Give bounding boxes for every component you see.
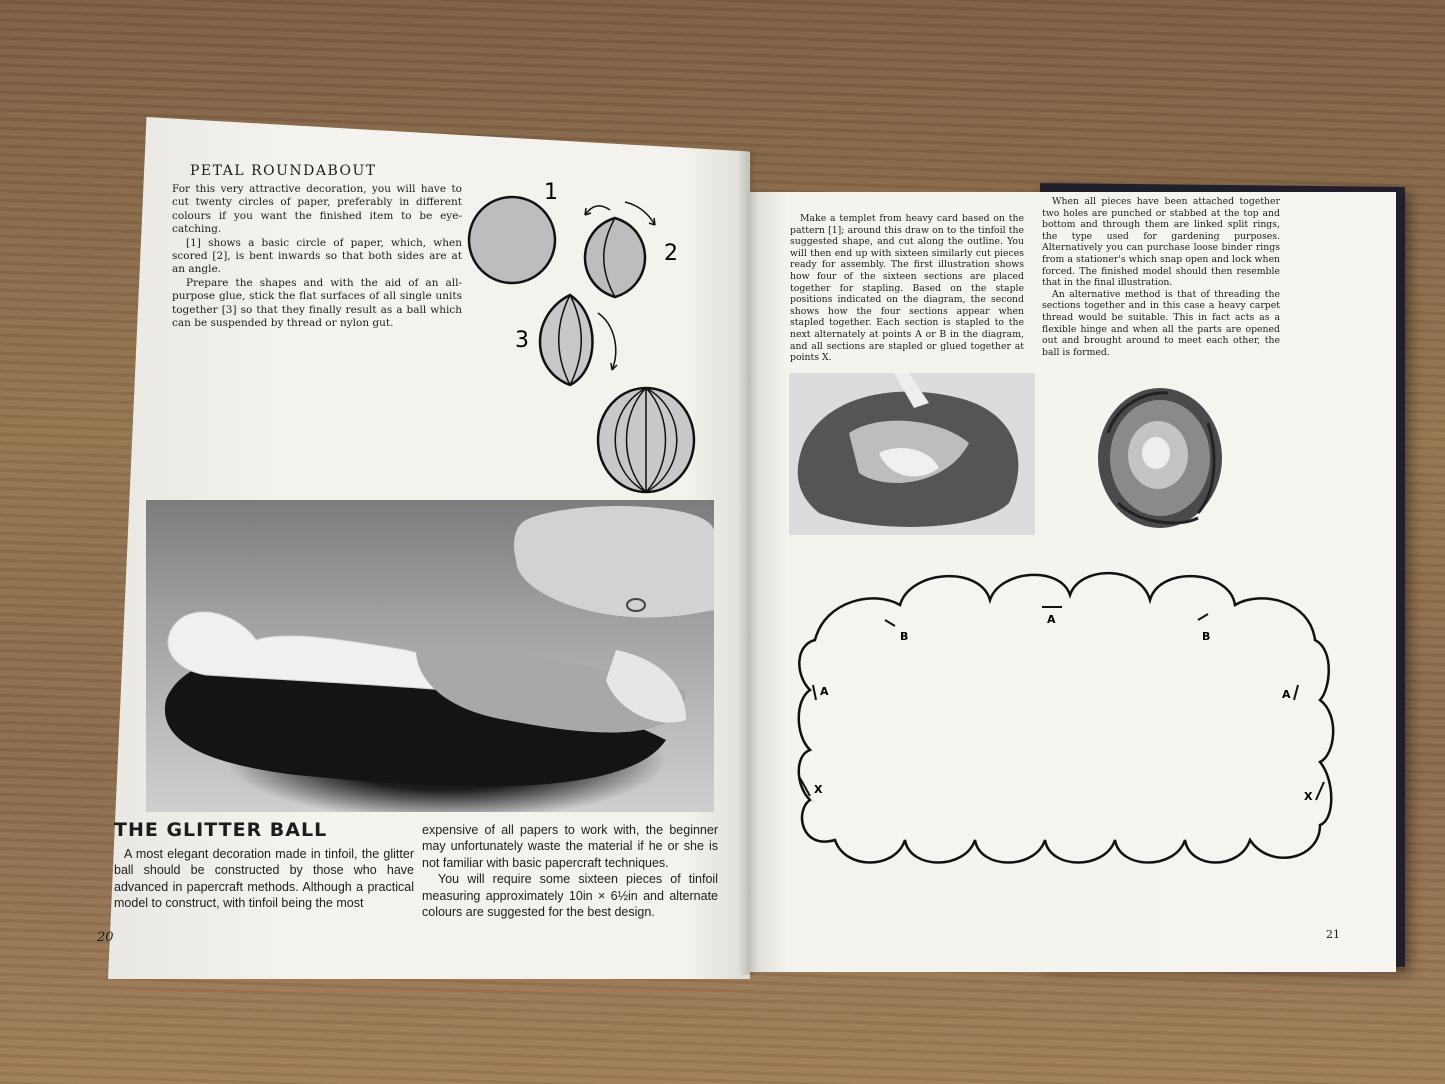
petal-paragraph: For this very attractive decoration, you will have to cut twenty circles of paper, preferably in different colours if you want the finished item to be eye-catching. <box>172 183 462 236</box>
figure-2-shape <box>585 218 645 297</box>
label-a-left: A <box>820 685 829 698</box>
label-b-left: B <box>900 630 909 643</box>
figure-2-label: 2 <box>664 241 678 266</box>
template-outline <box>799 573 1333 862</box>
glitter-ball-text-col-2 <box>422 822 718 920</box>
right-page-text-col-2 <box>1042 196 1280 358</box>
stapling-sections-photo <box>789 373 1035 535</box>
label-x-right: X <box>1304 790 1313 803</box>
petal-assembly-figures <box>460 175 720 505</box>
glitter-paragraph: expensive of all papers to work with, the beginner may unfortunately waste the material if he or she is not familiar with basic papercraft techniques. <box>422 823 718 870</box>
label-a-top: A <box>1047 613 1056 626</box>
label-a-right: A <box>1282 688 1291 701</box>
page-number-left: 20 <box>97 930 114 945</box>
page-number-right: 21 <box>1326 928 1340 941</box>
figure-3-shape <box>540 295 593 385</box>
glitter-ball-heading: THE GLITTER BALL <box>114 819 328 841</box>
tinfoil-template-diagram <box>780 550 1350 880</box>
label-x-left: X <box>814 783 823 796</box>
petal-paragraph: Prepare the shapes and with the aid of an all-purpose glue, stick the flat surfaces of all single units together [3] so that they finally result as a ball which can be suspended by thread or nylon gut. <box>172 276 462 330</box>
glitter-ball-text-col-1: A most elegant decoration made in tinfoil, the glitter ball should be constructed by those who have advanced in papercraft methods. Although a practical model to construct, with tinfoil being the most <box>114 847 414 911</box>
petal-paragraph: [1] shows a basic circle of paper, which, when scored [2], is bent inwards so that both sides are at an angle. <box>172 236 462 276</box>
figure-3-label: 3 <box>515 328 529 353</box>
petal-roundabout-heading: PETAL ROUNDABOUT <box>190 163 377 179</box>
glitter-ball-assembly-photo <box>146 500 714 812</box>
figure-1-label: 1 <box>544 180 558 205</box>
figure-1-circle <box>469 197 555 283</box>
label-b-right: B <box>1202 630 1211 643</box>
finished-glitter-ball-photo <box>1088 383 1236 531</box>
petal-roundabout-text <box>172 183 462 330</box>
right-paragraph: When all pieces have been attached together two holes are punched or stabbed at the top and bottom and through them are linked split rings, the type used for gardening purposes. Alternatively you can purchase loose binder rings from a stationer's which snap open and lock when forced. The finished model should then resemble that in the final illustration. <box>1042 196 1280 289</box>
right-page-text-col-1: Make a templet from heavy card based on the pattern [1]; around this draw on to the tinfoil the suggested shape, and cut along the outline. You will then end up with sixteen similarly cut pieces ready for assembly. The first illustration shows how four of the sixteen sections are placed together for stapling. Based on the staple positions indicated on the diagram, the second shows how the four sections appear when stapled together. Each section is stapled to the next alternately at points A or B in the diagram, and all sections are stapled or glued together at points X. <box>790 213 1024 364</box>
glitter-paragraph: You will require some sixteen pieces of tinfoil measuring approximately 10in × 6½in and alternate colours are suggested for the best design. <box>422 872 718 920</box>
book-gutter <box>738 150 758 975</box>
right-paragraph: An alternative method is that of threading the sections together and in this case a heavy carpet thread would be suitable. This in fact acts as a flexible hinge and when all the parts are opened out and brought around to meet each other, the ball is formed. <box>1042 288 1280 358</box>
